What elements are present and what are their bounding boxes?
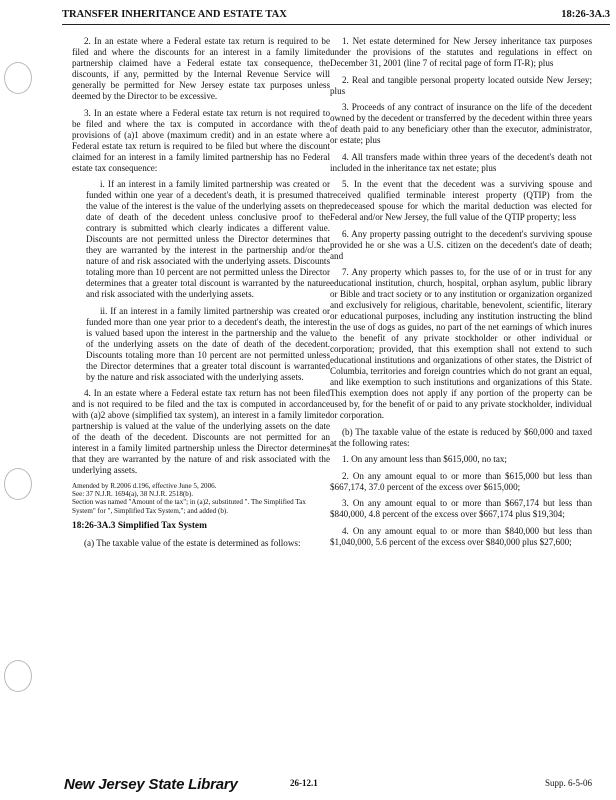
list-item: 1. Net estate determined for New Jersey inheritance tax purposes under the provisions of the statutes and regulations in effect on December 31, 2001 (line 7 of recital page of form IT-R); plus: [330, 36, 592, 68]
right-column: [330, 36, 592, 553]
paragraph: (a) The taxable value of the estate is determined as follows:: [84, 538, 301, 549]
list-item: 7. Any property which passes to, for the use of or in trust for any educational institution, church, hospital, orphan asylum, public library or Bible and tract society or to any institution or organization organized and exclusively for religious, charitable, benevolent, scientific, literary or educational purposes, including any institution instructing the blind in the use of dogs as guides, no part of the net earnings of which inures to the benefit of any private stockholder or other individual or corporation; provided, that this exemption shall not extend to such educational institutions and organizations of other states, the District of Columbia, territories and foreign countries which do not grant an equal, and like exemption to such institutions and organizations of this State. This exemption does not apply if any portion of the property can be used by, for the benefit of or paid to any private stockholder, individual or corporation.: [330, 267, 592, 420]
running-header: [62, 6, 610, 25]
supplement-date: Supp. 6-5-06: [545, 778, 592, 788]
paragraph: 3. In an estate where a Federal estate tax return is not required to be filed and where the tax is computed in accordance with the provisions of (a)1 above (maximum credit) and in an estate where a Federal estate tax return is required to be filed but where the discount claimed for an interest in a family limited partnership has no Federal estate tax consequence:: [72, 107, 330, 173]
header-section-ref: 18:26-3A.3: [561, 9, 610, 20]
left-column: [72, 36, 330, 555]
list-item: 3. Proceeds of any contract of insurance on the life of the decedent owned by the decedent or transferred by the decedent within three years of death paid to any beneficiary other than the executor, administrator, or estate; plus: [330, 102, 592, 145]
list-item: 4. All transfers made within three years of the decedent's death not included in the inheritance tax net estate; plus: [330, 151, 592, 173]
amendment-line: Amended by R.2006 d.196, effective June 5, 2006.: [72, 481, 217, 490]
list-item: 6. Any property passing outright to the decedent's surviving spouse provided he or she was a U.S. citizen on the decedent's date of death; and: [330, 228, 592, 261]
header-title: TRANSFER INHERITANCE AND ESTATE TAX: [62, 9, 287, 20]
page-number: 26-12.1: [290, 778, 318, 788]
library-logo: New Jersey State Library: [64, 776, 238, 793]
amendment-line: Section was named "Amount of the tax"; in (a)2, substituted ". The Simplified Tax System" for ", Simplified Tax System,"; and added (b).: [72, 498, 306, 515]
subparagraph: ii. If an interest in a family limited partnership was created or funded more than one year prior to a decedent's death, the interest is valued based upon the interest in the partnership and the value of the underlying assets on the date of death of the decedent. Discounts totaling more than 10 percent are not permitted unless the Director determines that a greater total discount is warranted by the nature and risk associated with the underlying assets.: [86, 305, 330, 382]
list-item: 2. Real and tangible personal property located outside New Jersey; plus: [330, 74, 592, 96]
paragraph: 2. In an estate where a Federal estate tax return is required to be filed and where the discounts for an interest in a family limited partnership claimed have a Federal estate tax consequence, the discounts, if any, permitted by the Internal Revenue Service will generally be permitted for New Jersey estate tax purposes unless deemed by the Director to be excessive.: [72, 36, 330, 101]
amendment-note: [72, 482, 330, 516]
amendment-line: See: 37 N.J.R. 1694(a), 38 N.J.R. 2518(b).: [72, 489, 193, 498]
list-item: 5. In the event that the decedent was a surviving spouse and received qualified terminable interest property (QTIP) from the predeceased spouse for which the marital deduction was elected for Federal and/or New Jersey, the full value of the QTIP property; less: [330, 179, 592, 222]
punch-hole-mark: [4, 660, 32, 692]
rate-item: 3. On any amount equal to or more than $667,174 but less than $840,000, 4.8 percent of the excess over $667,174 plus $19,304;: [330, 498, 592, 519]
punch-hole-mark: [4, 62, 32, 94]
paragraph: (b) The taxable value of the estate is reduced by $60,000 and taxed at the following rates:: [330, 426, 592, 448]
rate-item: 2. On any amount equal to or more than $615,000 but less than $667,174, 37.0 percent of the excess over $615,000;: [330, 470, 592, 492]
rate-item: 4. On any amount equal to or more than $840,000 but less than $1,040,000, 5.6 percent of the excess over $840,000 plus $27,600;: [330, 525, 592, 547]
section-heading: 18:26-3A.3 Simplified Tax System: [72, 521, 207, 532]
rate-item: 1. On any amount less than $615,000, no tax;: [342, 454, 507, 464]
punch-hole-mark: [4, 468, 32, 500]
subparagraph: i. If an interest in a family limited partnership was created or funded within one year of a decedent's death, it is presumed that the value of the interest is the value of the underlying assets on the date of death of the decedent unless conclusive proof to the contrary is submitted which clearly indicates a different value. Discounts are not permitted unless the Director determines that they are warranted by the interest in the partnership and/or the nature of and risk associated with the underlying assets. Discounts totaling more than 10 percent are not permitted unless the Director determines that a greater total discount is warranted by the nature and risk associated with the underlying assets.: [86, 179, 330, 299]
paragraph: 4. In an estate where a Federal estate tax return has not been filed and is not required to be filed and the tax is computed in accordance with (a)2 above (simplified tax system), an interest in a family limited partnership is valued at the value of the underlying assets on the date of the death of the decedent. Discounts are not permitted for an interest in a family limited partnership unless the Director determines that they are warranted by the nature of and risk associated with the underlying assets.: [72, 388, 330, 475]
